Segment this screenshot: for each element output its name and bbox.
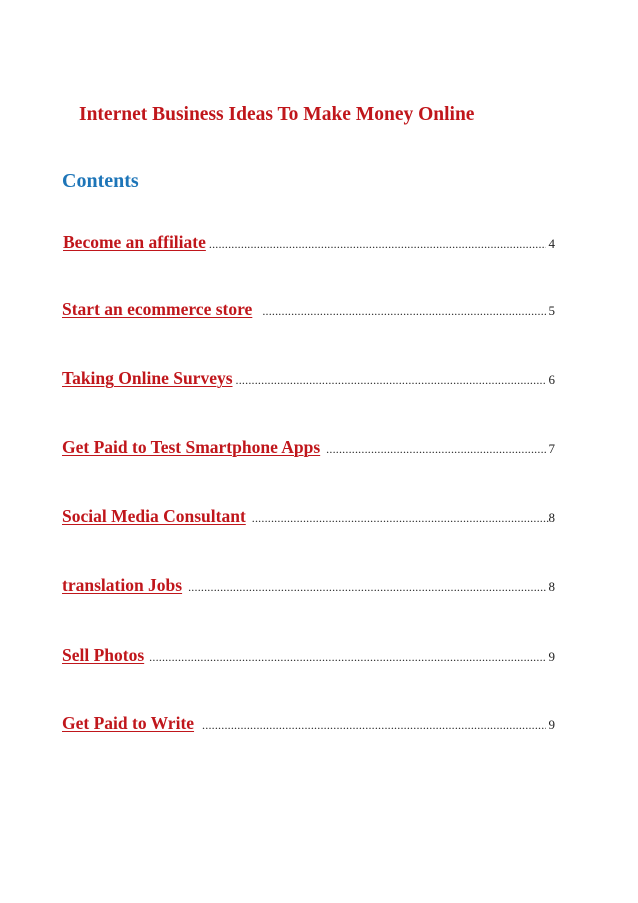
toc-entry-sell-photos[interactable] bbox=[62, 645, 555, 666]
document-title: Internet Business Ideas To Make Money Online bbox=[79, 104, 475, 125]
contents-heading: Contents bbox=[62, 170, 139, 192]
toc-dot-leader bbox=[252, 512, 549, 524]
toc-entry-social-media-consultant[interactable] bbox=[62, 506, 555, 527]
toc-page-number: 6 bbox=[548, 372, 555, 387]
toc-page-number: 5 bbox=[548, 303, 555, 318]
toc-dot-leader bbox=[149, 651, 545, 663]
toc-entry-label: Get Paid to Write bbox=[62, 713, 195, 733]
toc-entry-get-paid-write[interactable] bbox=[62, 713, 555, 734]
toc-dot-leader bbox=[188, 581, 545, 593]
toc-entry-become-affiliate[interactable] bbox=[63, 232, 555, 253]
toc-entry-online-surveys[interactable] bbox=[62, 368, 555, 389]
toc-entry-label: Start an ecommerce store bbox=[62, 299, 253, 319]
toc-entry-label: Get Paid to Test Smartphone Apps bbox=[62, 437, 321, 457]
toc-page-number: 8 bbox=[548, 510, 555, 525]
toc-entry-label: Become an affiliate bbox=[63, 232, 206, 252]
toc-entry-label: Taking Online Surveys bbox=[62, 368, 233, 388]
toc-page-number: 9 bbox=[548, 717, 555, 732]
toc-page-number: 8 bbox=[548, 579, 555, 594]
toc-dot-leader bbox=[236, 374, 546, 386]
toc-entry-label: translation Jobs bbox=[62, 575, 183, 595]
toc-entry-ecommerce-store[interactable] bbox=[62, 299, 555, 320]
toc-dot-leader bbox=[326, 443, 545, 455]
toc-dot-leader bbox=[202, 719, 545, 731]
toc-entry-label: Social Media Consultant bbox=[62, 506, 246, 526]
toc-dot-leader bbox=[209, 238, 546, 250]
toc-page-number: 7 bbox=[548, 441, 555, 456]
toc-page-number: 9 bbox=[548, 649, 555, 664]
toc-entry-smartphone-apps[interactable] bbox=[62, 437, 555, 458]
toc-dot-leader bbox=[262, 305, 545, 317]
toc-entry-translation-jobs[interactable] bbox=[62, 575, 555, 596]
toc-page-number: 4 bbox=[548, 236, 555, 251]
toc-entry-label: Sell Photos bbox=[62, 645, 145, 665]
